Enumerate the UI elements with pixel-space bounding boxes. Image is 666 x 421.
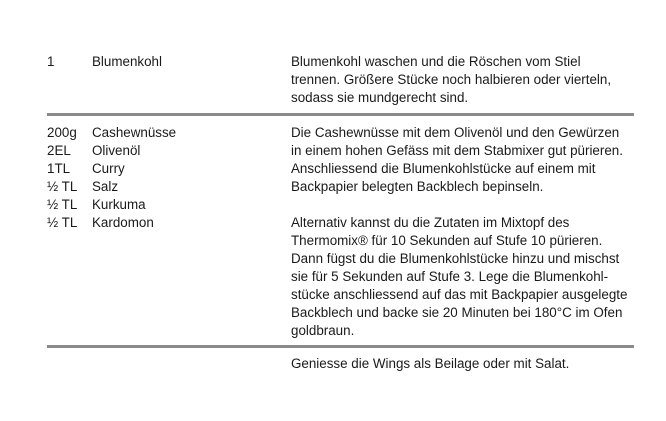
ingredient-name: Blumenkohl	[92, 54, 162, 69]
ingredient-name: Olivenöl	[92, 143, 141, 158]
ingredient-quantity: 200g	[47, 125, 77, 140]
ingredient-row	[47, 53, 277, 71]
step-divider	[47, 345, 634, 348]
ingredient-row	[47, 178, 277, 196]
step-divider	[47, 113, 634, 116]
ingredient-name: Salz	[92, 179, 119, 194]
ingredient-row	[47, 214, 277, 232]
ingredient-quantity: ½ TL	[47, 179, 78, 194]
ingredient-quantity: 1	[47, 54, 55, 69]
ingredient-quantity: 2EL	[47, 143, 71, 158]
step-instructions	[291, 355, 637, 373]
instruction-paragraph: Blumenkohl waschen und die Röschen vom Stiel trennen. Größere Stücke noch halbieren oder vierteln, sodass sie mundgerecht sind.	[291, 54, 612, 105]
ingredient-quantity: ½ TL	[47, 215, 78, 230]
ingredient-row	[47, 124, 277, 142]
instruction-paragraph: Die Cashewnüsse mit dem Olivenöl und den Gewürzen in einem hohen Gefäss mit dem Stabmixer gut pürieren. Anschliessend die Blumenkohlstücke auf einem mit Backpapier belegten Backblech bepinseln.	[291, 125, 623, 194]
step-instructions	[291, 53, 637, 107]
instruction-paragraph: Geniesse die Wings als Beilage oder mit Salat.	[291, 356, 570, 371]
ingredient-row	[47, 160, 277, 178]
ingredient-name: Kurkuma	[92, 197, 146, 212]
ingredient-quantity: ½ TL	[47, 197, 78, 212]
step-instructions	[291, 124, 637, 340]
ingredient-row	[47, 196, 277, 214]
ingredient-list	[47, 124, 277, 232]
ingredient-quantity: 1TL	[47, 161, 71, 176]
ingredient-row	[47, 142, 277, 160]
instruction-paragraph: Alternativ kannst du die Zutaten im Mixtopf des Thermomix® für 10 Sekunden auf Stufe 10 pürieren. Dann fügst du die Blumenkohlstücke hinzu und mischst sie für 5 Sekunden auf Stufe 3. Lege die Blumenkohl- stücke anschliessend auf das mit Backpapier ausgelegte Backblech und backe sie 20 Minuten bei 180°C im Ofen goldbraun.	[291, 215, 628, 338]
ingredient-name: Kardomon	[92, 215, 154, 230]
ingredient-name: Cashewnüsse	[92, 125, 177, 140]
ingredient-name: Curry	[92, 161, 125, 176]
ingredient-list	[47, 53, 277, 71]
